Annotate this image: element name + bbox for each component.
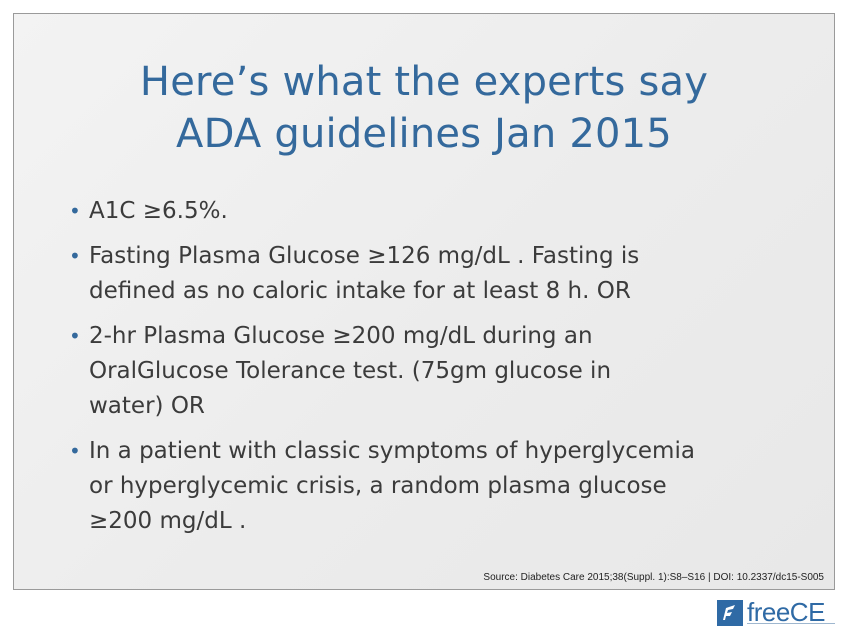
bullet-line: ≥200 mg/dL . <box>89 508 247 534</box>
freece-logo-icon <box>717 600 743 626</box>
source-citation: Source: Diabetes Care 2015;38(Suppl. 1):S8–S16 | DOI: 10.2337/dc15-S005 <box>483 572 824 583</box>
slide-title <box>14 56 834 160</box>
bullet-line: 2-hr Plasma Glucose ≥200 mg/dL during an <box>89 323 593 349</box>
slide <box>13 13 835 590</box>
bullet-line: In a patient with classic symptoms of hyperglycemia <box>89 438 695 464</box>
logo-tagline-rule <box>747 623 835 627</box>
bullet-dot: • <box>69 244 81 268</box>
logo-text: freeCE <box>747 597 825 627</box>
bullet-dot: • <box>69 439 81 463</box>
title-line-1: Here’s what the experts say <box>139 59 709 105</box>
bullet-line: A1C ≥6.5%. <box>89 198 228 224</box>
bullet-list <box>69 194 789 549</box>
bullet-line: water) OR <box>89 393 205 419</box>
freece-logo <box>717 598 835 630</box>
bullet-item-a1c <box>69 194 789 229</box>
bullet-line: or hyperglycemic crisis, a random plasma glucose <box>89 473 667 499</box>
bullet-line: Fasting Plasma Glucose ≥126 mg/dL . Fasting is <box>89 243 640 269</box>
bullet-dot: • <box>69 199 81 223</box>
title-line-2: ADA guidelines Jan 2015 <box>176 111 672 157</box>
bullet-dot: • <box>69 324 81 348</box>
bullet-item-2hr-glucose <box>69 319 789 424</box>
bullet-line: OralGlucose Tolerance test. (75gm glucose in <box>89 358 612 384</box>
bullet-item-fasting-glucose <box>69 239 789 309</box>
bullet-line: defined as no caloric intake for at least 8 h. OR <box>89 278 631 304</box>
bullet-item-random-glucose <box>69 434 789 539</box>
